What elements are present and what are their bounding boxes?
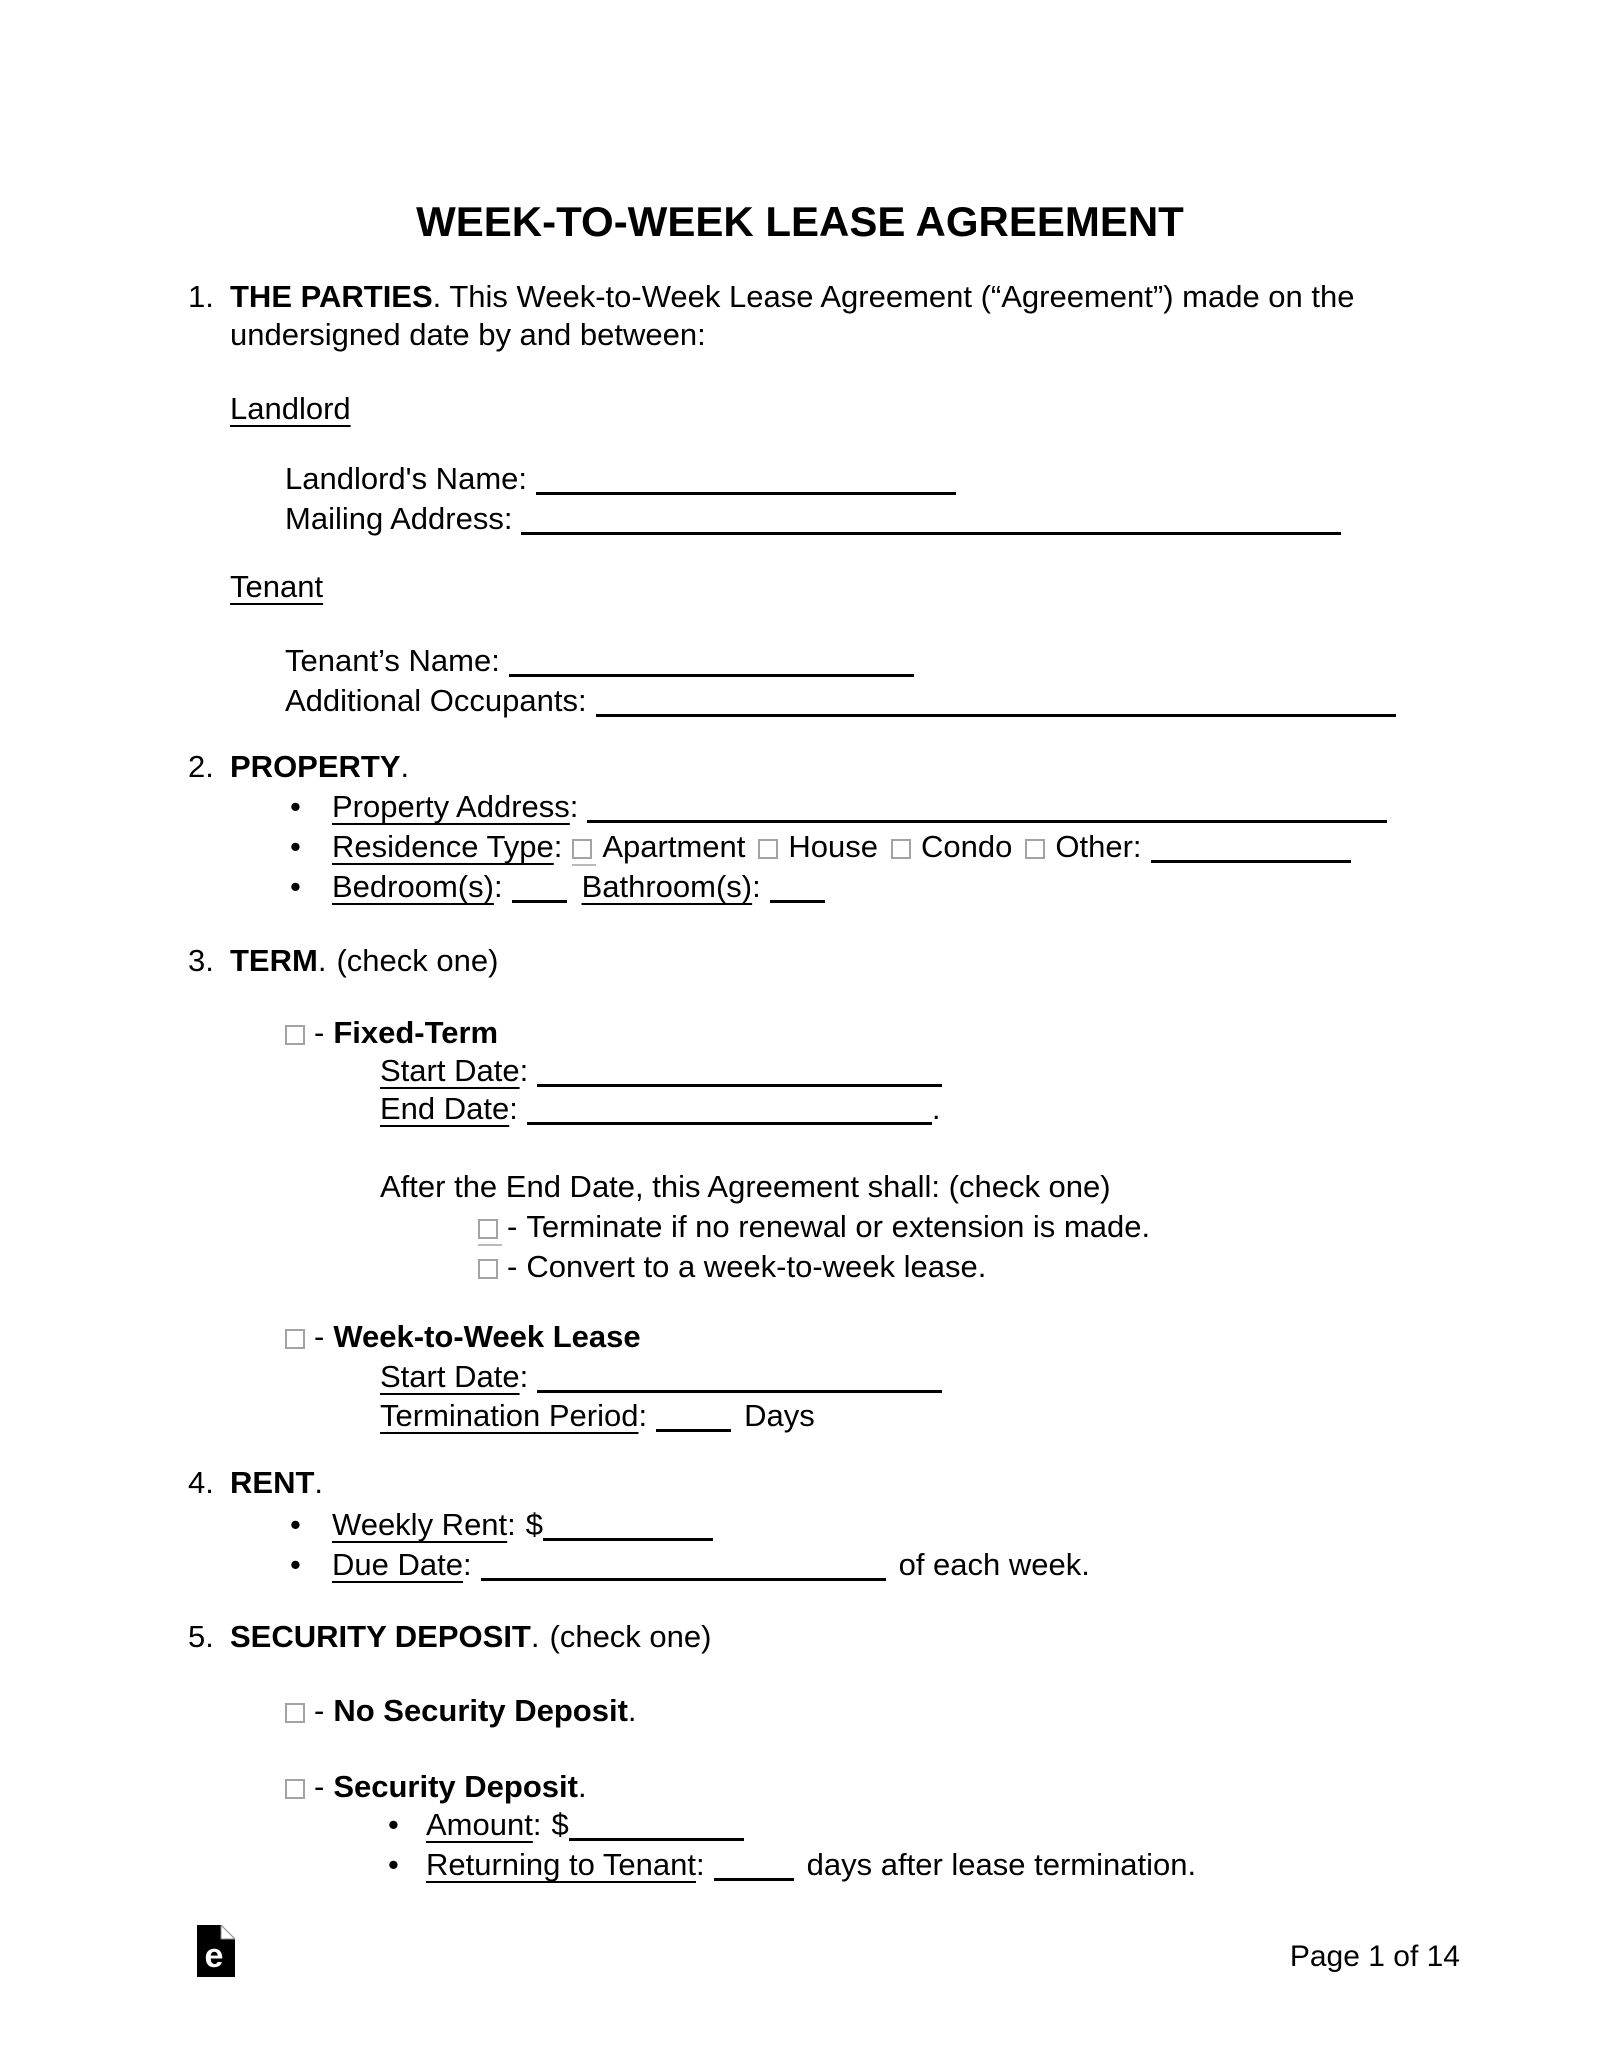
fixed-end-date-blank[interactable] (527, 1122, 932, 1125)
bullet-icon: • (388, 1807, 399, 1842)
condo-option-label: Condo (921, 829, 1013, 864)
convert-option-row: - Convert to a week-to-week lease. (478, 1248, 986, 1286)
termination-period-label: Termination Period (380, 1398, 639, 1433)
bedrooms-label: Bedroom(s) (332, 869, 494, 904)
no-security-deposit-checkbox[interactable] (285, 1703, 305, 1723)
returning-suffix: days after lease termination. (806, 1847, 1197, 1882)
convert-checkbox[interactable] (478, 1259, 498, 1279)
bullet-icon: • (290, 1507, 301, 1542)
term-heading: TERM (230, 943, 318, 978)
due-date-row: • Due Date: of each week. (290, 1547, 1090, 1582)
mailing-address-label: Mailing Address (285, 501, 504, 536)
security-deposit-checkbox[interactable] (285, 1779, 305, 1799)
bullet-icon: • (388, 1847, 399, 1882)
other-checkbox[interactable] (1025, 839, 1045, 859)
term-check-one: (check one) (336, 943, 499, 978)
week-to-week-row: - Week-to-Week Lease (285, 1318, 641, 1356)
fixed-term-row: - Fixed-Term (285, 1014, 498, 1052)
fixed-end-date-row: End Date: . (380, 1091, 941, 1126)
deposit-amount-blank[interactable] (569, 1838, 744, 1841)
house-checkbox[interactable] (758, 839, 778, 859)
landlord-heading: Landlord (230, 391, 351, 426)
week-to-week-checkbox[interactable] (285, 1329, 305, 1349)
bedrooms-bathrooms-row: • Bedroom(s): Bathroom(s): (290, 868, 825, 906)
term-heading-row: 3. TERM. (check one) (188, 943, 499, 978)
after-end-date-line: After the End Date, this Agreement shall: (check one) (380, 1169, 1111, 1204)
bullet-icon: • (290, 789, 301, 824)
apartment-option-label: Apartment (602, 829, 746, 864)
terminate-checkbox[interactable] (478, 1219, 498, 1239)
eforms-logo (197, 1925, 235, 1985)
security-deposit-number: 5. (188, 1619, 214, 1654)
property-heading: PROPERTY (230, 749, 401, 784)
rent-heading-row: 4. RENT. (188, 1465, 324, 1500)
property-number: 2. (188, 749, 214, 784)
security-deposit-heading: SECURITY DEPOSIT (230, 1619, 531, 1654)
bathrooms-blank[interactable] (770, 900, 825, 903)
residence-type-row: • Residence Type: Apartment House Condo Other: (290, 828, 1351, 866)
apartment-checkbox[interactable] (572, 839, 592, 859)
terminate-option-row: - Terminate if no renewal or extension is made. (478, 1208, 1150, 1246)
additional-occupants-row: Additional Occupants: (285, 682, 1396, 720)
residence-type-label: Residence Type (332, 829, 554, 864)
bullet-icon: • (290, 1547, 301, 1582)
parties-intro-line2: undersigned date by and between: (230, 317, 706, 352)
property-address-blank[interactable] (587, 820, 1387, 823)
fixed-start-date-row: Start Date: (380, 1052, 942, 1090)
parties-intro-rest: . This Week-to-Week Lease Agreement (“Agreement”) made on the (432, 279, 1355, 314)
fixed-term-label: Fixed-Term (333, 1015, 499, 1050)
no-security-deposit-row: - No Security Deposit. (285, 1692, 637, 1730)
parties-number: 1. (188, 279, 214, 314)
rent-number: 4. (188, 1465, 214, 1500)
page-number: Page 1 of 14 (1289, 1940, 1460, 1973)
landlord-name-row: Landlord's Name: (285, 460, 956, 498)
rent-heading: RENT (230, 1465, 315, 1500)
termination-period-row: Termination Period: Days (380, 1398, 815, 1433)
additional-occupants-blank[interactable] (596, 714, 1396, 717)
property-heading-row: 2. PROPERTY. (188, 749, 410, 784)
termination-period-blank[interactable] (656, 1429, 731, 1432)
dollar-sign: $ (551, 1807, 569, 1842)
additional-occupants-label: Additional Occupants (285, 683, 578, 718)
other-residence-blank[interactable] (1151, 860, 1351, 863)
term-number: 3. (188, 943, 214, 978)
page-title: WEEK-TO-WEEK LEASE AGREEMENT (416, 198, 1184, 245)
days-suffix: Days (744, 1398, 815, 1433)
terminate-option-label: Terminate if no renewal or extension is made. (526, 1209, 1151, 1244)
end-date-label: End Date (380, 1091, 510, 1126)
security-deposit-row: - Security Deposit. (285, 1768, 587, 1806)
bathrooms-label: Bathroom(s) (581, 869, 753, 904)
fixed-start-date-blank[interactable] (537, 1084, 942, 1087)
parties-heading: THE PARTIES (230, 279, 433, 314)
weekly-rent-label: Weekly Rent (332, 1507, 508, 1542)
property-address-label: Property Address (332, 789, 570, 824)
due-date-blank[interactable] (481, 1578, 886, 1581)
amount-label: Amount (426, 1807, 533, 1842)
other-option-label: Other: (1055, 829, 1142, 864)
w2w-start-date-blank[interactable] (537, 1390, 942, 1393)
tenant-name-row: Tenant’s Name: (285, 642, 914, 680)
security-deposit-heading-row: 5. SECURITY DEPOSIT. (check one) (188, 1619, 712, 1654)
parties-intro-line1 (188, 278, 1355, 316)
landlord-name-blank[interactable] (536, 492, 956, 495)
landlord-name-label: Landlord's Name (285, 461, 519, 496)
dollar-sign: $ (525, 1507, 544, 1542)
security-deposit-label: Security Deposit (333, 1769, 578, 1804)
tenant-name-label: Tenant’s Name (285, 643, 492, 678)
returning-days-blank[interactable] (714, 1878, 794, 1881)
bedrooms-blank[interactable] (512, 900, 567, 903)
property-address-row: • Property Address: (290, 788, 1387, 826)
tenant-heading: Tenant (230, 569, 324, 604)
tenant-name-blank[interactable] (509, 674, 914, 677)
weekly-rent-row: • Weekly Rent: $ (290, 1506, 713, 1544)
deposit-check-one: (check one) (549, 1619, 712, 1654)
mailing-address-blank[interactable] (521, 532, 1341, 535)
no-security-deposit-label: No Security Deposit (333, 1693, 628, 1728)
start-date-label: Start Date (380, 1359, 520, 1394)
start-date-label: Start Date (380, 1053, 520, 1088)
bullet-icon: • (290, 869, 301, 904)
fixed-term-checkbox[interactable] (285, 1025, 305, 1045)
due-date-label: Due Date (332, 1547, 463, 1582)
logo-letter: e (204, 1937, 224, 1975)
document-page-icon (197, 1925, 235, 1977)
deposit-amount-row: • Amount: $ (388, 1806, 744, 1844)
condo-checkbox[interactable] (891, 839, 911, 859)
convert-option-label: Convert to a week-to-week lease. (526, 1249, 987, 1284)
week-to-week-label: Week-to-Week Lease (333, 1319, 641, 1354)
weekly-rent-blank[interactable] (543, 1538, 713, 1541)
w2w-start-date-row: Start Date: (380, 1358, 942, 1396)
house-option-label: House (788, 829, 878, 864)
mailing-address-row: Mailing Address: (285, 500, 1341, 538)
due-date-suffix: of each week. (898, 1547, 1090, 1582)
bullet-icon: • (290, 829, 301, 864)
returning-label: Returning to Tenant (426, 1847, 697, 1882)
returning-to-tenant-row: • Returning to Tenant: days after lease termination. (388, 1847, 1197, 1882)
